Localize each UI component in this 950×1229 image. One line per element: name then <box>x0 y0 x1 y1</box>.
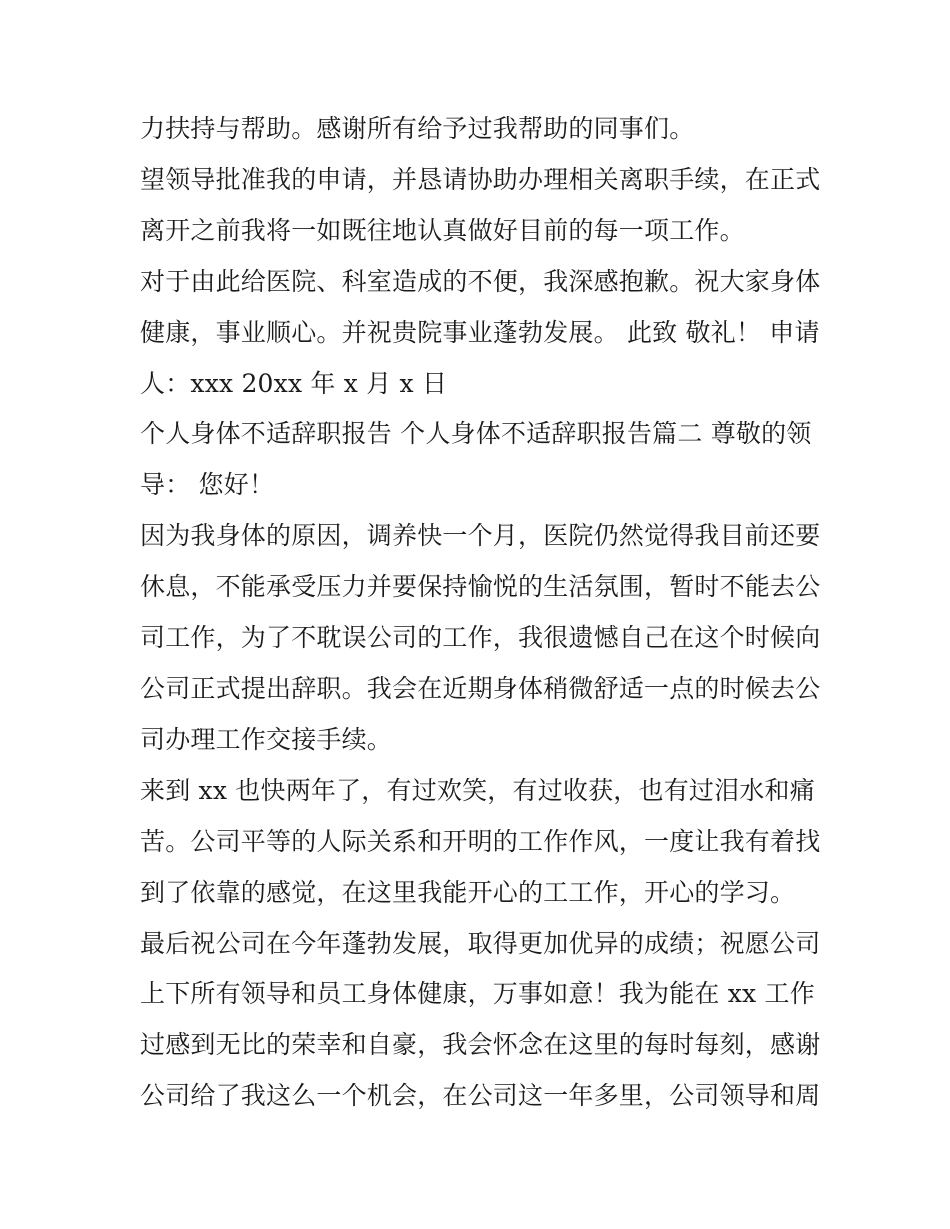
text-line: 司工作，为了不耽误公司的工作，我很遗憾自己在这个时候向 <box>140 623 821 653</box>
text-line: 上下所有领导和员工身体健康，万事如意！我为能在 xx 工作 <box>140 979 815 1009</box>
text-line: 健康，事业顺心。并祝贵院事业蓬勃发展。 此致 敬礼！ 申请 <box>140 317 820 347</box>
text-line: 离开之前我将一如既往地认真做好目前的每一项工作。 <box>140 215 745 245</box>
text-line: 司办理工作交接手续。 <box>140 724 393 754</box>
document-body <box>140 104 820 1122</box>
text-line: 人：xxx 20xx 年 x 月 x 日 <box>140 368 448 398</box>
text-line: 最后祝公司在今年蓬勃发展，取得更加优异的成绩；祝愿公司 <box>140 928 821 958</box>
text-line: 因为我身体的原因，调养快一个月，医院仍然觉得我目前还要 <box>140 521 821 551</box>
text-line: 望领导批准我的申请，并恳请协助办理相关离职手续，在正式 <box>140 164 821 194</box>
text-line: 苦。公司平等的人际关系和开明的工作作风，一度让我有着找 <box>140 826 821 856</box>
text-line: 公司正式提出辞职。我会在近期身体稍微舒适一点的时候去公 <box>140 673 821 703</box>
text-line: 公司给了我这么一个机会，在公司这一年多里，公司领导和周 <box>140 1081 821 1111</box>
text-line: 到了依靠的感觉，在这里我能开心的工工作，开心的学习。 <box>140 877 796 907</box>
text-line: 对于由此给医院、科室造成的不便，我深感抱歉。祝大家身体 <box>140 266 821 296</box>
text-line: 来到 xx 也快两年了，有过欢笑，有过收获，也有过泪水和痛 <box>140 775 815 805</box>
text-line: 个人身体不适辞职报告 个人身体不适辞职报告篇二 尊敬的领 <box>140 419 812 449</box>
text-line: 休息，不能承受压力并要保持愉悦的生活氛围，暂时不能去公 <box>140 572 821 602</box>
text-line: 导： 您好！ <box>140 470 275 500</box>
text-line: 力扶持与帮助。感谢所有给予过我帮助的同事们。 <box>140 114 695 143</box>
text-line: 过感到无比的荣幸和自豪，我会怀念在这里的每时每刻，感谢 <box>140 1030 821 1060</box>
